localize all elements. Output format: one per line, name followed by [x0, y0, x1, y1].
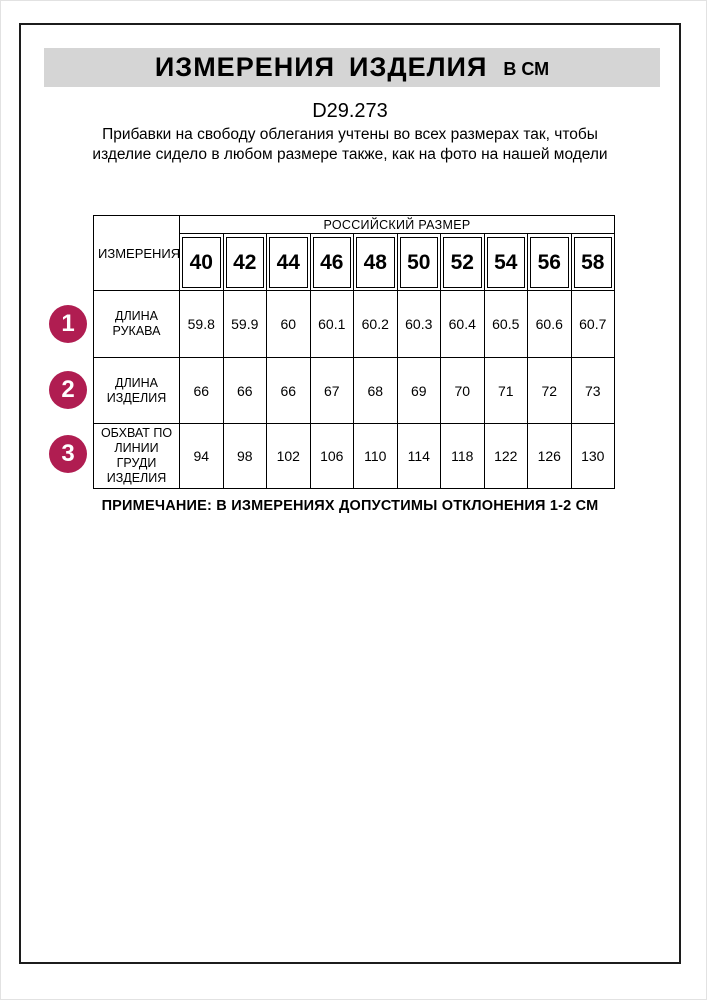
row-marker-badge-3: 3 — [49, 435, 87, 473]
size-header-cell-46 — [310, 234, 354, 291]
product-code: D29.273 — [312, 100, 388, 122]
cell-length-50: 69 — [397, 358, 441, 424]
size-table-zone — [21, 215, 679, 485]
cell-chest-50: 114 — [397, 424, 441, 489]
tolerance-note: ПРИМЕЧАНИЕ: В ИЗМЕРЕНИЯХ ДОПУСТИМЫ ОТКЛОНЕНИЯ 1-2 СМ — [101, 498, 599, 514]
size-label-56: 56 — [530, 237, 569, 288]
cell-length-56: 72 — [528, 358, 572, 424]
row-marker-badge-2: 2 — [49, 371, 87, 409]
title-unit-cm: В СМ — [503, 59, 550, 79]
cell-chest-42: 98 — [223, 424, 267, 489]
size-label-54: 54 — [487, 237, 526, 288]
size-label-44: 44 — [269, 237, 308, 288]
cell-chest-44: 102 — [267, 424, 311, 489]
size-header-cell-50 — [397, 234, 441, 291]
size-header-cell-42 — [223, 234, 267, 291]
cell-sleeve-56: 60.6 — [528, 291, 572, 358]
cell-sleeve-40: 59.8 — [180, 291, 224, 358]
cell-chest-52: 118 — [441, 424, 485, 489]
russian-size-header-cell: РОССИЙСКИЙ РАЗМЕР — [180, 216, 615, 234]
row-marker-badge-1: 1 — [49, 305, 87, 343]
row-label-chest-girth: ОБХВАТ ПО ЛИНИИ ГРУДИ ИЗДЕЛИЯ — [94, 424, 180, 489]
size-header-cell-40 — [180, 234, 224, 291]
cell-sleeve-44: 60 — [267, 291, 311, 358]
measurements-header-cell: ИЗМЕРЕНИЯ — [94, 216, 180, 291]
cell-length-40: 66 — [180, 358, 224, 424]
size-header-cell-52 — [441, 234, 485, 291]
cell-length-58: 73 — [571, 358, 615, 424]
cell-chest-56: 126 — [528, 424, 572, 489]
cell-length-44: 66 — [267, 358, 311, 424]
size-header-cell-54 — [484, 234, 528, 291]
size-label-52: 52 — [443, 237, 482, 288]
document-frame — [19, 23, 681, 964]
cell-chest-46: 106 — [310, 424, 354, 489]
size-table — [93, 215, 615, 489]
row-label-garment-length: ДЛИНА ИЗДЕЛИЯ — [94, 358, 180, 424]
size-label-40: 40 — [182, 237, 221, 288]
cell-sleeve-48: 60.2 — [354, 291, 398, 358]
title-word-measurements: ИЗМЕРЕНИЯ — [154, 52, 336, 82]
size-label-42: 42 — [226, 237, 265, 288]
table-row-sleeve-length — [94, 291, 615, 358]
cell-length-54: 71 — [484, 358, 528, 424]
size-header-cell-44 — [267, 234, 311, 291]
table-row-chest-girth — [94, 424, 615, 489]
table-row-garment-length — [94, 358, 615, 424]
size-label-50: 50 — [400, 237, 439, 288]
size-header-cell-48 — [354, 234, 398, 291]
cell-sleeve-42: 59.9 — [223, 291, 267, 358]
cell-length-52: 70 — [441, 358, 485, 424]
cell-chest-58: 130 — [571, 424, 615, 489]
cell-length-46: 67 — [310, 358, 354, 424]
cell-sleeve-50: 60.3 — [397, 291, 441, 358]
row-label-sleeve-length: ДЛИНА РУКАВА — [94, 291, 180, 358]
cell-sleeve-58: 60.7 — [571, 291, 615, 358]
size-label-46: 46 — [313, 237, 352, 288]
cell-sleeve-52: 60.4 — [441, 291, 485, 358]
cell-length-48: 68 — [354, 358, 398, 424]
cell-sleeve-54: 60.5 — [484, 291, 528, 358]
cell-chest-40: 94 — [180, 424, 224, 489]
size-group-header-row — [94, 216, 615, 234]
fit-description: Прибавки на свободу облегания учтены во всех размерах так, чтобы изделие сидело в любом размере также, как на фото на нашей модели — [92, 126, 608, 163]
size-label-58: 58 — [574, 237, 613, 288]
title-word-product: ИЗДЕЛИЯ — [349, 52, 488, 82]
cell-length-42: 66 — [223, 358, 267, 424]
size-label-48: 48 — [356, 237, 395, 288]
title-bar — [44, 48, 660, 87]
size-header-cell-58 — [571, 234, 615, 291]
cell-chest-48: 110 — [354, 424, 398, 489]
size-header-cell-56 — [528, 234, 572, 291]
cell-sleeve-46: 60.1 — [310, 291, 354, 358]
cell-chest-54: 122 — [484, 424, 528, 489]
